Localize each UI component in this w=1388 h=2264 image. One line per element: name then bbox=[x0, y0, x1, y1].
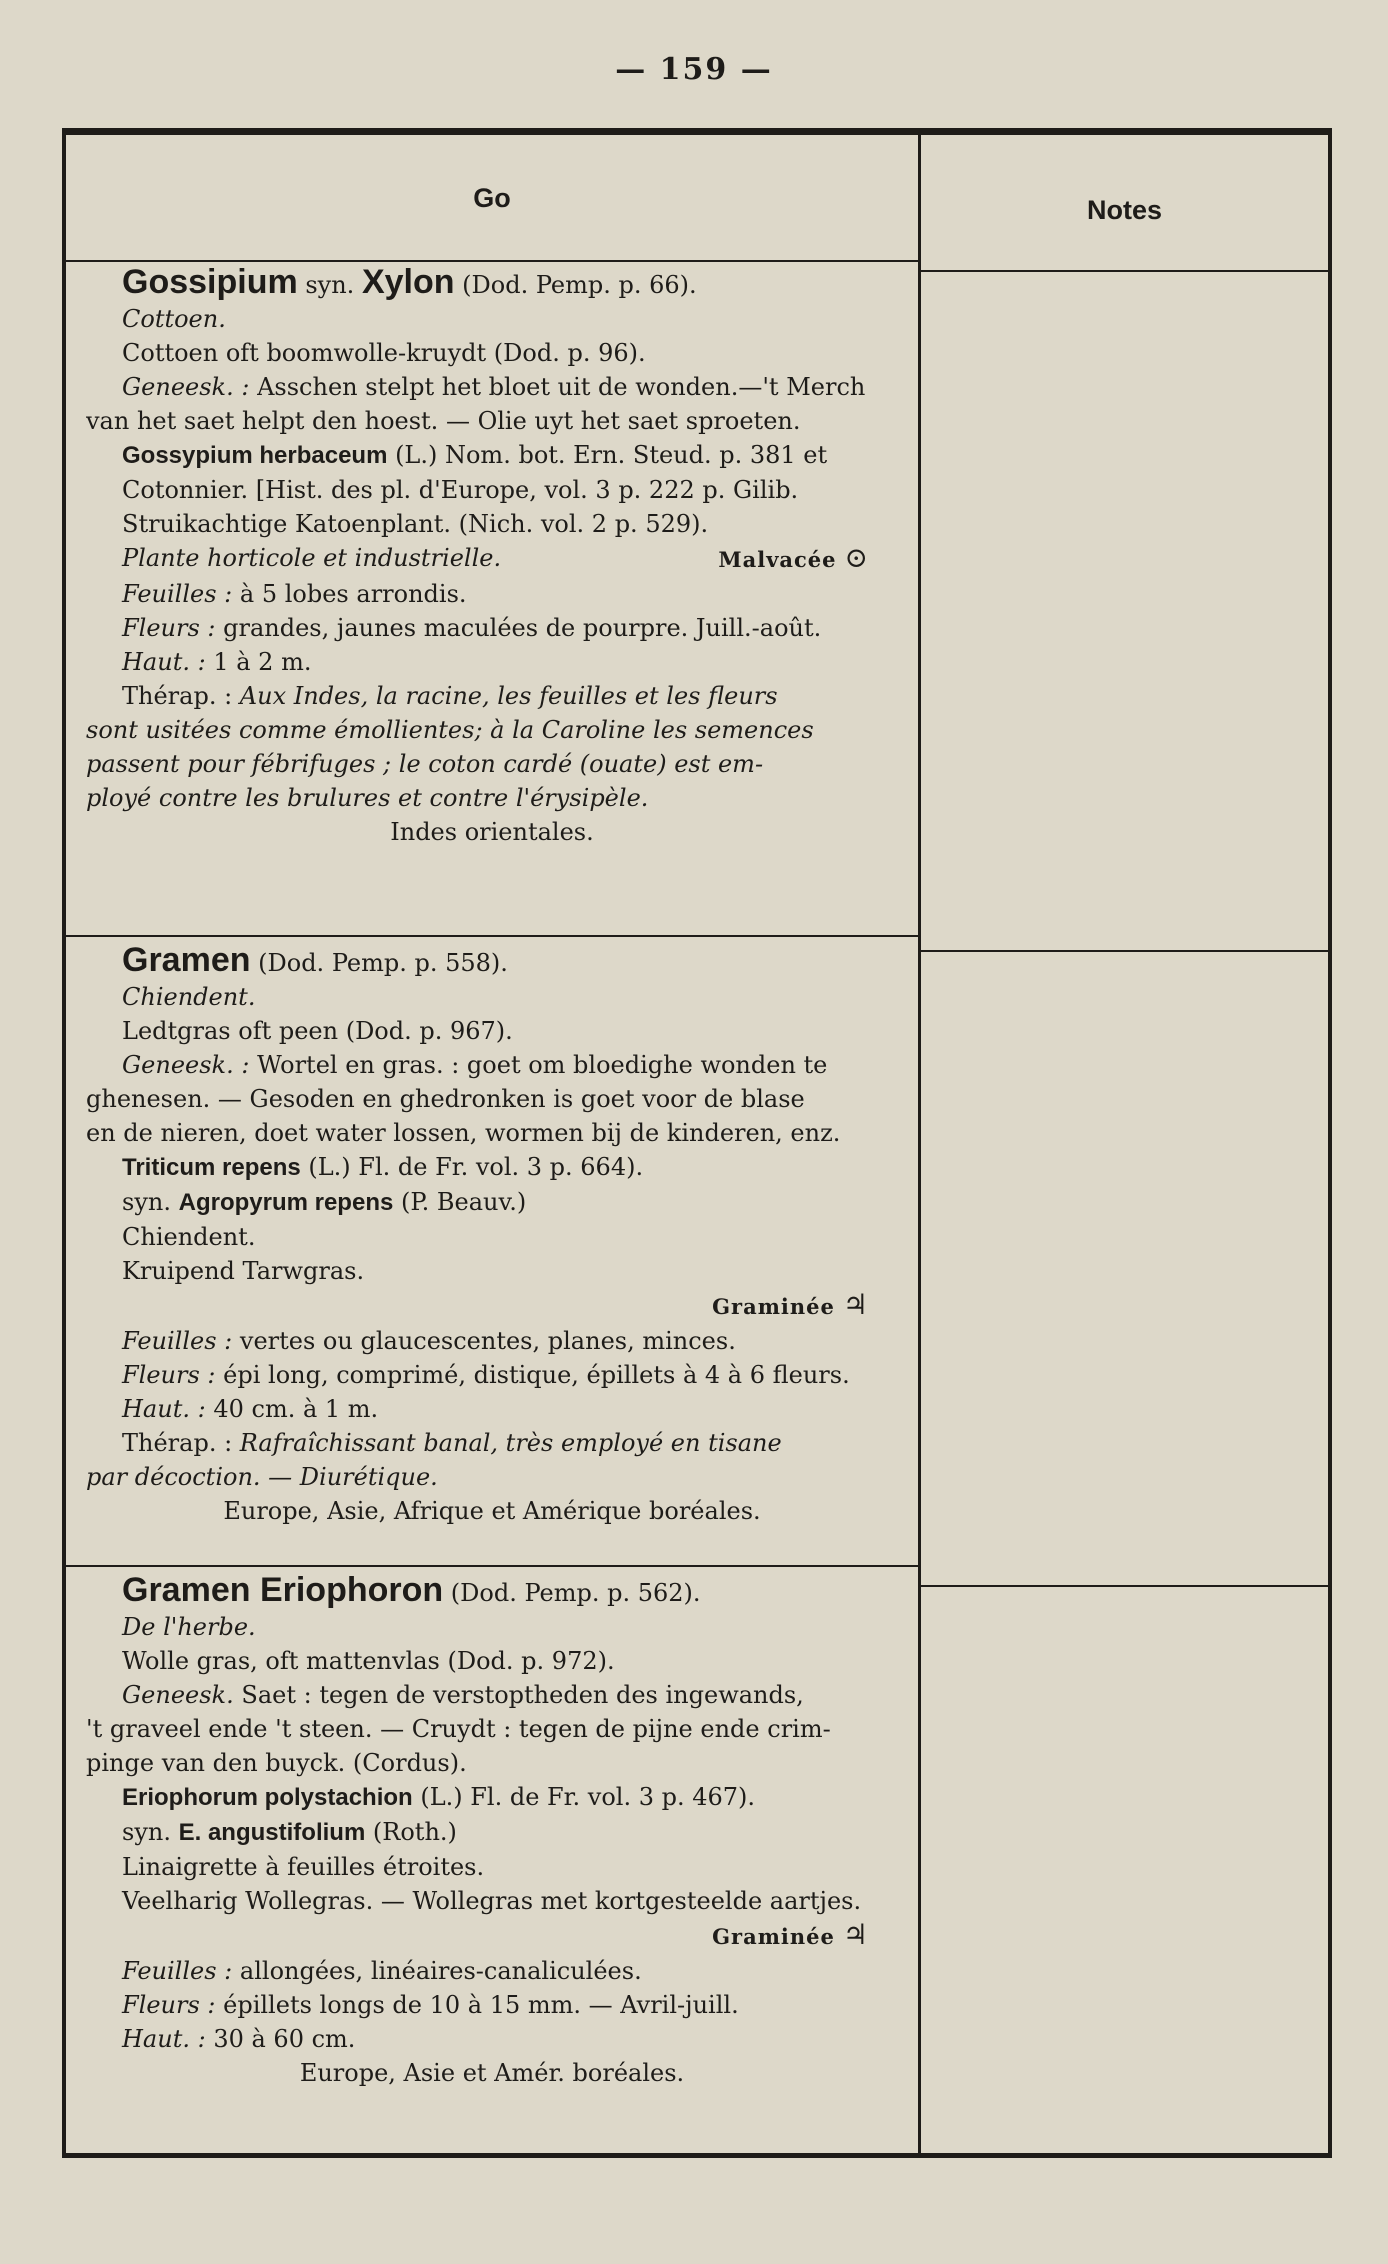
plant-type: Plante horticole et industrielle. bbox=[122, 544, 502, 572]
plant-family: Graminée bbox=[712, 1924, 835, 1949]
synonym-line bbox=[86, 1185, 898, 1220]
geneesk-label: Geneesk. : bbox=[122, 373, 250, 401]
flowers-label: Fleurs : bbox=[122, 1361, 216, 1389]
header-rule-left bbox=[66, 260, 918, 262]
therap-text: Aux Indes, la racine, les feuilles et les fleurs bbox=[239, 682, 778, 710]
height-label: Haut. : bbox=[122, 1395, 206, 1423]
common-name: Cottoen. bbox=[122, 305, 226, 333]
height-label: Haut. : bbox=[122, 2025, 206, 2053]
leaves-text: allongées, linéaires-canaliculées. bbox=[239, 1957, 642, 1985]
height-line bbox=[86, 2022, 898, 2056]
species-ref: (L.) Nom. bot. Ern. Steud. p. 381 et bbox=[395, 441, 828, 469]
geneesk-text: Wortel en gras. : goet om bloedighe wonden te bbox=[257, 1051, 828, 1079]
flowers-text: grandes, jaunes maculées de pourpre. Juill.-août. bbox=[223, 614, 822, 642]
syn-name: Xylon bbox=[361, 265, 455, 301]
height-text: 40 cm. à 1 m. bbox=[213, 1395, 379, 1423]
leaves-line bbox=[86, 1954, 898, 1988]
common-name: Chiendent. bbox=[122, 983, 256, 1011]
height-line bbox=[86, 1392, 898, 1426]
dutch-plant-name: Struikachtige Katoenplant. (Nich. vol. 2 p. 529). bbox=[122, 510, 709, 538]
syn-name: E. angustifolium bbox=[178, 1819, 366, 1846]
species-ref: (L.) Fl. de Fr. vol. 3 p. 467). bbox=[420, 1783, 756, 1811]
entry-title: Gramen bbox=[122, 943, 251, 979]
perennial-symbol: ♃ bbox=[842, 1918, 868, 1951]
leaves-text: vertes ou glaucescentes, planes, minces. bbox=[239, 1327, 736, 1355]
syn-label: syn. bbox=[122, 1188, 171, 1216]
dutch-name: Wolle gras, oft mattenvlas (Dod. p. 972). bbox=[122, 1647, 615, 1675]
geneesk-text-continued: van het saet helpt den hoest. — Olie uyt het saet sproeten. bbox=[86, 407, 801, 435]
common-name: De l'herbe. bbox=[122, 1613, 256, 1641]
geneesk-text: Asschen stelpt het bloet uit de wonden.—'t Merch bbox=[257, 373, 866, 401]
leaves-line bbox=[86, 1324, 898, 1358]
flowers-text: épi long, comprimé, distique, épillets à 4 à 6 fleurs. bbox=[223, 1361, 850, 1389]
entry-separator bbox=[66, 1565, 918, 1567]
height-line bbox=[86, 645, 898, 679]
entry-separator bbox=[66, 935, 918, 937]
species-name: Eriophorum polystachion bbox=[122, 1784, 413, 1811]
species-name: Gossypium herbaceum bbox=[122, 442, 388, 469]
height-label: Haut. : bbox=[122, 648, 206, 676]
geneesk-line bbox=[86, 1678, 898, 1712]
plant-family: Graminée bbox=[712, 1294, 835, 1319]
geneesk-text-continued: pinge van den buyck. (Cordus). bbox=[86, 1749, 467, 1777]
geneesk-text: Saet : tegen de verstoptheden des ingewands, bbox=[241, 1681, 804, 1709]
flowers-label: Fleurs : bbox=[122, 1991, 216, 2019]
plant-type-line bbox=[86, 541, 898, 577]
syn-ref: (P. Beauv.) bbox=[400, 1188, 527, 1216]
species-ref: (L.) Fl. de Fr. vol. 3 p. 664). bbox=[308, 1153, 644, 1181]
reference: (Dod. Pemp. p. 558). bbox=[258, 949, 508, 977]
column-divider bbox=[918, 135, 921, 2153]
header-rule-right bbox=[921, 270, 1328, 272]
region: Europe, Asie et Amér. boréales. bbox=[299, 2059, 685, 2087]
synonym-line bbox=[86, 1815, 898, 1850]
syn-label: syn. bbox=[305, 271, 355, 299]
therap-text-continued: par décoction. — Diurétique. bbox=[86, 1463, 438, 1491]
plant-family: Malvacée bbox=[718, 547, 837, 572]
height-text: 1 à 2 m. bbox=[213, 648, 312, 676]
dutch-plant-name: Veelharig Wollegras. — Wollegras met kortgesteelde aartjes. bbox=[122, 1887, 862, 1915]
geneesk-text-continued: ghenesen. — Gesoden en ghedronken is goet voor de blase bbox=[86, 1085, 805, 1113]
entry-gramen-eriophoron bbox=[86, 1573, 898, 2090]
dutch-plant-name: Kruipend Tarwgras. bbox=[122, 1257, 365, 1285]
flowers-line bbox=[86, 1988, 898, 2022]
flowers-line bbox=[86, 611, 898, 645]
therap-label: Thérap. : bbox=[122, 682, 233, 710]
dutch-name: Cottoen oft boomwolle-kruydt (Dod. p. 96). bbox=[122, 339, 646, 367]
reference: (Dod. Pemp. p. 562). bbox=[450, 1579, 701, 1607]
entry-heading bbox=[86, 265, 898, 302]
entry-title: Gossipium bbox=[122, 265, 298, 301]
therap-line bbox=[86, 679, 898, 713]
page-number: — 159 — bbox=[615, 52, 773, 87]
geneesk-text-continued: 't graveel ende 't steen. — Cruydt : tegen de pijne ende crim- bbox=[86, 1715, 831, 1743]
family-line bbox=[86, 1918, 898, 1954]
height-text: 30 à 60 cm. bbox=[213, 2025, 356, 2053]
notes-separator bbox=[921, 1585, 1328, 1587]
leaves-line bbox=[86, 577, 898, 611]
therap-text-continued: ployé contre les brulures et contre l'érysipèle. bbox=[86, 784, 649, 812]
french-name: Linaigrette à feuilles étroites. bbox=[122, 1853, 485, 1881]
therap-text: Rafraîchissant banal, très employé en tisane bbox=[239, 1429, 782, 1457]
syn-name: Agropyrum repens bbox=[178, 1189, 394, 1216]
therap-text-continued: sont usitées comme émollientes; à la Caroline les semences bbox=[86, 716, 814, 744]
region: Europe, Asie, Afrique et Amérique boréales. bbox=[223, 1497, 761, 1525]
notes-separator bbox=[921, 950, 1328, 952]
species-line bbox=[86, 1780, 898, 1815]
entry-heading bbox=[86, 1573, 898, 1610]
therap-line bbox=[86, 1426, 898, 1460]
therap-label: Thérap. : bbox=[122, 1429, 233, 1457]
family-line bbox=[86, 1288, 898, 1324]
leaves-text: à 5 lobes arrondis. bbox=[239, 580, 467, 608]
entry-heading bbox=[86, 943, 898, 980]
geneesk-line bbox=[86, 1048, 898, 1082]
flowers-label: Fleurs : bbox=[122, 614, 216, 642]
annual-symbol: ⊙ bbox=[844, 541, 868, 574]
syn-ref: (Roth.) bbox=[372, 1818, 457, 1846]
leaves-label: Feuilles : bbox=[122, 580, 233, 608]
therap-text-continued: passent pour fébrifuges ; le coton cardé (ouate) est em- bbox=[86, 750, 764, 778]
species-name: Triticum repens bbox=[122, 1154, 301, 1181]
perennial-symbol: ♃ bbox=[842, 1288, 868, 1321]
entry-gramen bbox=[86, 943, 898, 1528]
table-frame bbox=[62, 128, 1332, 2158]
region: Indes orientales. bbox=[390, 818, 594, 846]
leaves-label: Feuilles : bbox=[122, 1957, 233, 1985]
flowers-line bbox=[86, 1358, 898, 1392]
geneesk-text-continued: en de nieren, doet water lossen, wormen bij de kinderen, enz. bbox=[86, 1119, 841, 1147]
syn-label: syn. bbox=[122, 1818, 171, 1846]
french-name: Chiendent. bbox=[122, 1223, 256, 1251]
column-header-go: Go bbox=[473, 183, 511, 213]
species-line bbox=[86, 438, 898, 473]
column-header-notes: Notes bbox=[1086, 195, 1162, 225]
geneesk-label: Geneesk. bbox=[122, 1681, 234, 1709]
entry-gossipium bbox=[86, 265, 898, 849]
dutch-name: Ledtgras oft peen (Dod. p. 967). bbox=[122, 1017, 513, 1045]
geneesk-label: Geneesk. : bbox=[122, 1051, 250, 1079]
leaves-label: Feuilles : bbox=[122, 1327, 233, 1355]
geneesk-line bbox=[86, 370, 898, 404]
flowers-text: épillets longs de 10 à 15 mm. — Avril-juill. bbox=[223, 1991, 739, 2019]
reference: (Dod. Pemp. p. 66). bbox=[462, 271, 697, 299]
french-name: Cotonnier. [Hist. des pl. d'Europe, vol. 3 p. 222 p. Gilib. bbox=[122, 476, 799, 504]
entry-title: Gramen Eriophoron bbox=[122, 1573, 444, 1609]
species-line bbox=[86, 1150, 898, 1185]
